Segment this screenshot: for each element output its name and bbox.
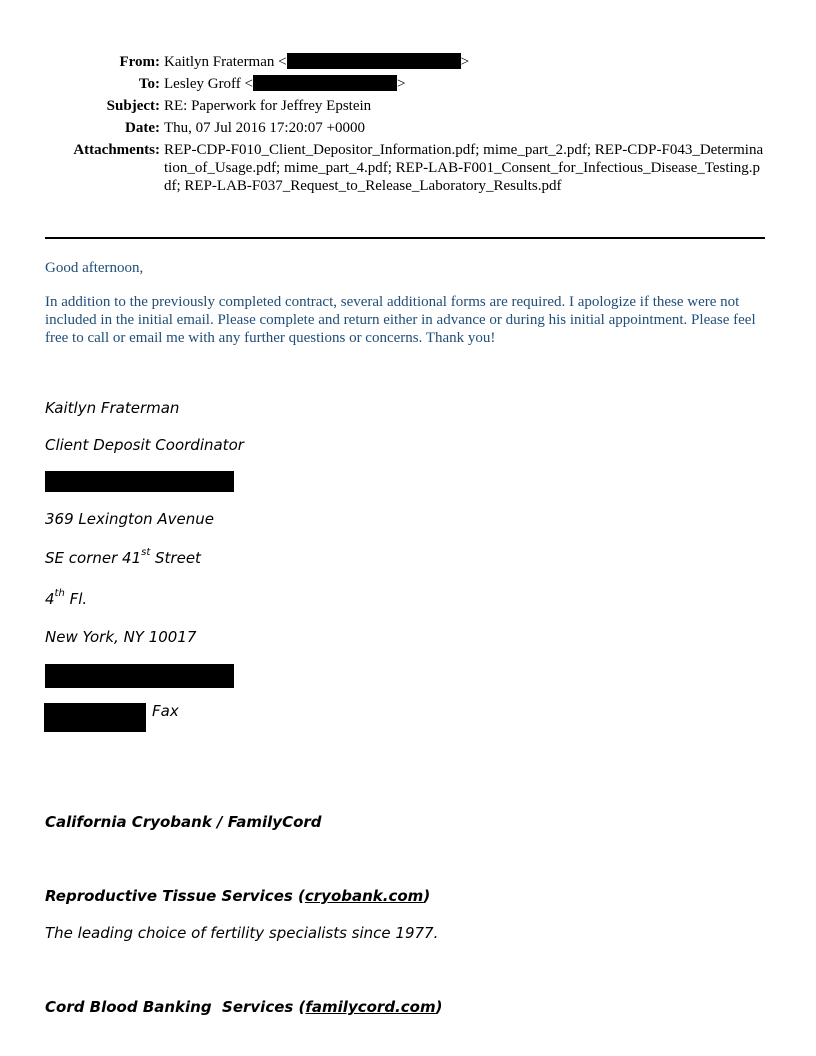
signature-title: Client Deposit Coordinator <box>45 436 244 454</box>
to-row <box>45 75 765 94</box>
subject-value: RE: Paperwork for Jeffrey Epstein <box>164 98 372 114</box>
fax-label: Fax <box>152 702 179 720</box>
service-line-1 <box>45 887 430 905</box>
from-label: From: <box>119 54 160 70</box>
redacted-email <box>253 75 397 91</box>
address-line-2 <box>45 549 201 567</box>
address-text: Street <box>150 549 201 567</box>
to-close: > <box>397 76 406 92</box>
redacted-email <box>287 53 461 69</box>
tagline: The leading choice of fertility specialists since 1977. <box>45 924 439 942</box>
floor-number: 4 <box>45 590 55 608</box>
greeting: Good afternoon, <box>45 260 144 276</box>
redacted-block <box>45 664 234 688</box>
subject-row <box>45 97 765 116</box>
attachments-row <box>45 141 765 195</box>
email-header <box>45 53 765 198</box>
to-name: Lesley Groff < <box>164 76 253 92</box>
subject-label: Subject: <box>106 98 160 114</box>
date-label: Date: <box>125 120 160 136</box>
from-close: > <box>460 54 470 70</box>
address-line-1: 369 Lexington Avenue <box>45 510 214 528</box>
date-value: Thu, 07 Jul 2016 17:20:07 +0000 <box>164 120 365 136</box>
attachments-list: REP-CDP-F010_Client_Depositor_Information.pdf; mime_part_2.pdf; REP-CDP-F043_Determination_of_Usage.pdf; mime_part_4.pdf; REP-LAB-F001_Consent_for_Infectious_Disease_Testing.pdf; REP-LAB-F037_Request_to_Release_Laboratory_Results.pdf <box>164 142 764 194</box>
service-text: Reproductive Tissue Services ( <box>45 887 305 905</box>
signature-name: Kaitlyn Fraterman <box>45 399 180 417</box>
address-text: SE corner 41 <box>45 549 142 567</box>
familycord-link[interactable]: familycord.com <box>305 998 436 1016</box>
service-text: Cord Blood Banking Services ( <box>45 998 306 1016</box>
header-divider <box>45 237 765 239</box>
ordinal-suffix: st <box>141 547 151 558</box>
redacted-block <box>45 471 234 492</box>
cryobank-link[interactable]: cryobank.com <box>304 887 424 905</box>
city-line: New York, NY 10017 <box>45 628 197 646</box>
from-name: Kaitlyn Fraterman < <box>164 54 287 70</box>
from-row <box>45 53 765 72</box>
service-line-2 <box>45 998 442 1016</box>
ordinal-suffix: th <box>54 588 65 599</box>
service-text: ) <box>423 887 431 905</box>
floor-text: Fl. <box>64 590 88 608</box>
from-value <box>164 53 765 72</box>
date-row <box>45 119 765 138</box>
to-label: To: <box>138 76 160 92</box>
to-value <box>164 75 765 94</box>
floor-line <box>45 590 87 608</box>
attachments-label: Attachments: <box>73 142 160 158</box>
service-text: ) <box>435 998 443 1016</box>
message-paragraph: In addition to the previously completed contract, several additional forms are required. I apologize if these were not included in the initial email. Please complete and return either in advance or during his initial appointment. Please feel free to call or email me with any further questions or concerns. Thank you! <box>45 294 756 346</box>
company-name: California Cryobank / FamilyCord <box>45 813 322 831</box>
redacted-block <box>44 703 146 732</box>
